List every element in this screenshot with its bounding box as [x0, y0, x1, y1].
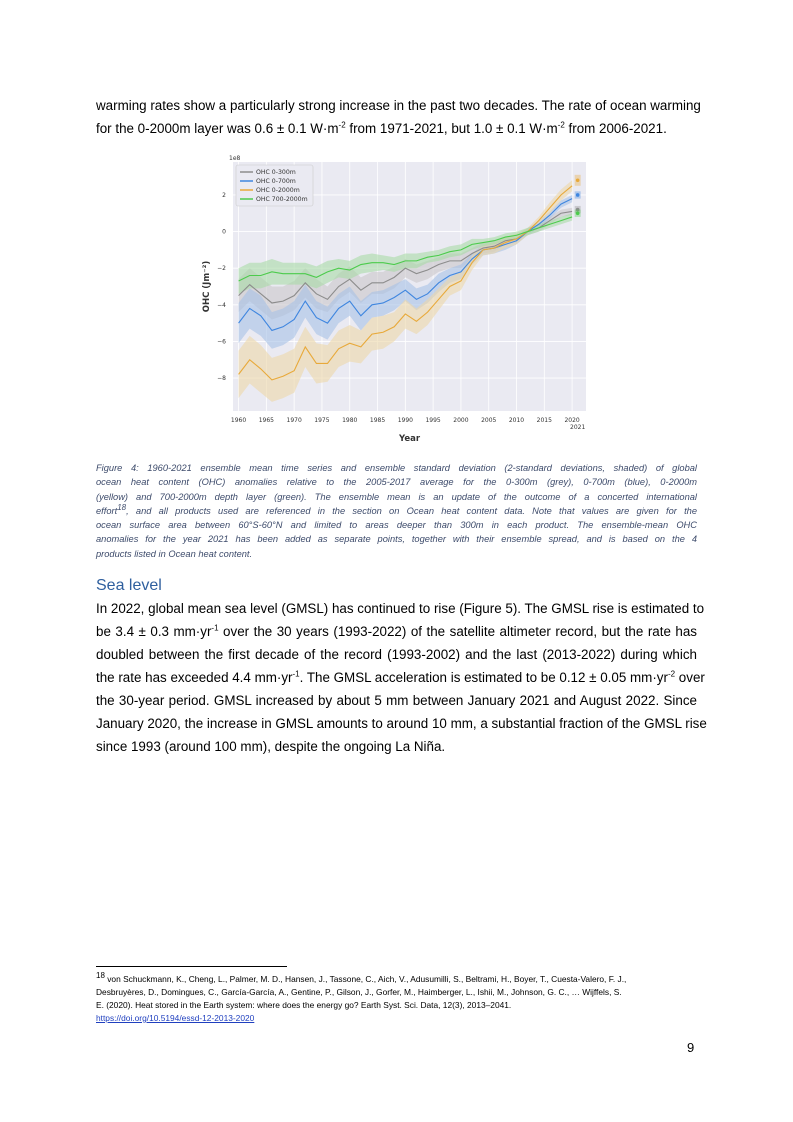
intro-line: warming rates show a particularly strong increase in the past two decades. The rate of ocean warming: [96, 98, 701, 113]
intro-line: for the 0-2000m layer was 0.6 ± 0.1 $W\cdot m^{-2}$ from 1971-2021, but 1.0 ± 0.1 $W\cdot m^{-2}$ from 2006-2021.: [96, 120, 667, 136]
section-heading: Sea level: [96, 577, 162, 594]
footnote-divider: [96, 966, 287, 967]
caption-line: anomalies for the year 2021 has been added as separate points, together with their ensemble spread, and is based on the 4: [96, 534, 697, 545]
y-tick-label: 2: [222, 191, 226, 199]
paragraph-line: since 1993 (around 100 mm), despite the ongoing La Niña.: [96, 739, 446, 754]
x-tick-label: 1975: [314, 417, 330, 424]
paragraph-line: In 2022, global mean sea level (GMSL) has continued to rise (Figure 5). The GMSL rise is estimated to: [96, 601, 705, 616]
x-tick-label: 1970: [286, 417, 302, 424]
x-axis-label: Year: [398, 434, 421, 444]
footnote-line: Desbruyères, D., Domingues, C., García-García, A., Gentine, P., Gilson, J., Gorfer, M., Haimberger, L., Ishii, M., Johnson, G. C., … Wijffels, S.: [96, 987, 622, 997]
paragraph-line: be 3.4 ± 0.3 $mm\cdot yr^{-1}$ over the 30 years (1993-2022) of the satellite altimeter record, but the rate has: [96, 623, 697, 639]
caption-line: (yellow) and 700-2000m depth layer (green). The ensemble mean is an update of the outcome of a concerted international: [96, 491, 697, 502]
x-tick-label: 2010: [508, 417, 525, 424]
x-tick-label: 1985: [369, 417, 386, 424]
y-tick-label: −6: [217, 338, 226, 346]
x-tick-label: 2000: [453, 417, 469, 424]
paragraph-line: January 2020, the increase in GMSL amounts to around 10 mm, a substantial fraction of the GMSL rise: [96, 716, 707, 731]
x-tick-label: 2015: [536, 417, 552, 424]
caption-line: products listed in Ocean heat content.: [96, 548, 253, 559]
point-2021: [576, 179, 580, 183]
caption-line: ocean surface area between 60°S-60°N and limited to areas deeper than 300m in each product. The ensemble-mean OHC: [96, 520, 697, 531]
x-tick-label-2021: 2021: [570, 424, 586, 431]
paragraph-line: doubled between the first decade of the record (1993-2002) and the last (2013-2022) during which: [96, 647, 697, 662]
footnote-number: 18: [96, 971, 105, 981]
legend-label: OHC 0-2000m: [256, 187, 300, 194]
x-tick-label: 2005: [481, 417, 497, 424]
figure-caption: [96, 461, 697, 561]
caption-line: effort$^{18}$, and all products used are referenced in the section on Ocean heat content data. Note that values are given for the: [96, 502, 697, 516]
y-tick-label: −8: [217, 375, 226, 383]
point-2021: [576, 211, 580, 215]
y-tick-label: −2: [217, 265, 226, 273]
x-tick-label: 1980: [342, 417, 358, 424]
scale-label: 1e8: [229, 155, 241, 162]
footnote-line: E. (2020). Heat stored in the Earth system: where does the energy go? Earth Syst. Sci. Data, 12(3), 2013–2041.: [96, 1000, 512, 1010]
doi-link[interactable]: https://doi.org/10.5194/essd-12-2013-2020: [96, 1013, 255, 1023]
intro-paragraph: [96, 94, 701, 140]
paragraph-line: the 30-year period. GMSL increased by about 5 mm between January 2021 and August 2022. Since: [96, 693, 697, 708]
page-number: 9: [687, 1040, 695, 1055]
footnote-ref: 18: [117, 502, 127, 512]
x-tick-label: 1995: [425, 417, 441, 424]
caption-line: Figure 4: 1960-2021 ensemble mean time series and ensemble standard deviation (2-standard deviations, shaded) of global: [96, 463, 697, 473]
footnote: [96, 973, 697, 1025]
legend-label: OHC 0-300m: [256, 169, 296, 176]
legend-label: OHC 700-2000m: [256, 196, 308, 203]
ohc-chart: [195, 150, 595, 450]
x-tick-label: 2020: [564, 417, 580, 424]
paragraph-line: the rate has exceeded 4.4 $mm\cdot yr^{-1}$. The GMSL acceleration is estimated to be 0.12 ± 0.05 $mm\cdot yr^{-2}$ over: [96, 669, 705, 685]
x-tick-label: 1990: [397, 417, 413, 424]
y-axis-label: OHC (Jm⁻²): [202, 260, 212, 313]
point-2021: [576, 193, 580, 197]
footnote-line: $^{18}$ von Schuckmann, K., Cheng, L., Palmer, M. D., Hansen, J., Tassone, C., Aich, V., Adusumilli, S., Beltrami, H., Boyer, T., Cuesta-Valero, F. J.,: [96, 971, 627, 984]
y-tick-label: 0: [222, 228, 226, 236]
x-tick-label: 1960: [230, 417, 247, 424]
caption-line: ocean heat content (OHC) anomalies relative to the 2005-2017 average for the 0-300m (grey), 0-700m (blue), 0-2000m: [96, 477, 697, 488]
legend-label: OHC 0-700m: [256, 178, 296, 185]
x-tick-label: 1965: [258, 417, 274, 424]
sea-level-paragraph: [96, 597, 707, 758]
y-tick-label: −4: [217, 301, 226, 309]
